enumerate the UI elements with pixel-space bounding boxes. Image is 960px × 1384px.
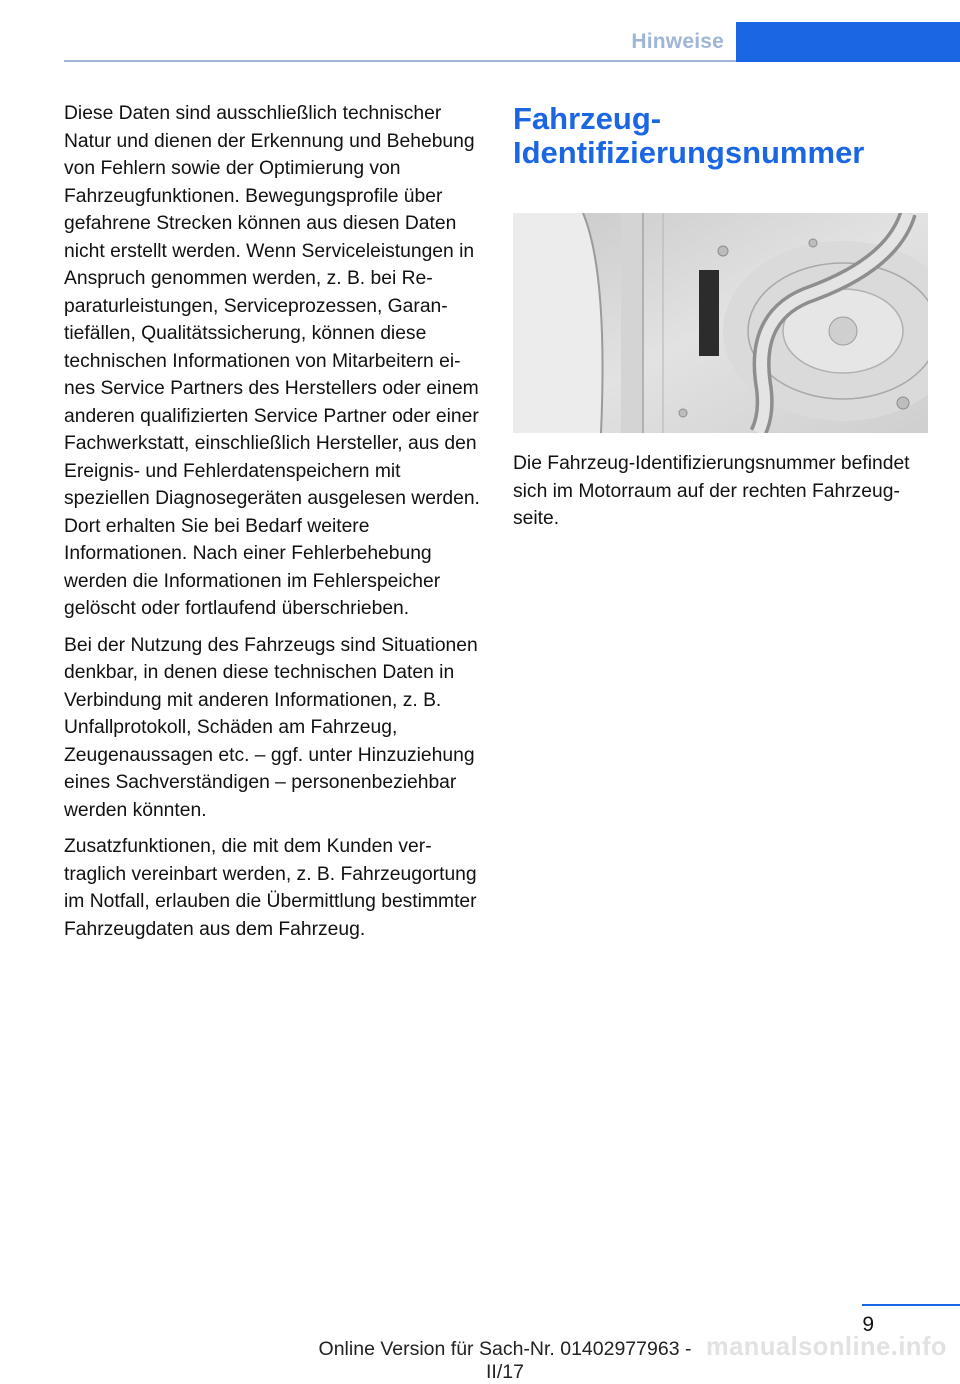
footer-online-version: Online Version für Sach-Nr. 01402977963 - II/17 <box>318 1338 692 1383</box>
header-rule <box>64 60 736 62</box>
section-title: Fahrzeug-Identifizierungsnummer <box>513 101 865 170</box>
header-section-title: Hinweise <box>631 30 724 53</box>
left-column <box>64 100 480 952</box>
page-number: 9 <box>862 1313 874 1336</box>
paragraph-personal-reference: Bei der Nutzung des Fahrzeugs sind Situationen denkbar, in denen diese technischen Daten in Verbindung mit anderen Informationen, z. B. Unfallprotokoll, Schäden am Fahrzeug, Zeugenaussagen etc. – ggf. unter Hinzuziehung eines Sachverständigen – personenbeziehbar werden könnten. <box>64 634 478 821</box>
footer-rule <box>862 1304 960 1306</box>
header-accent-block <box>736 22 960 62</box>
right-column <box>513 102 933 533</box>
paragraph-data-usage: Diese Daten sind ausschließlich technischer Natur und dienen der Erkennung und Behebung von Fehlern sowie der Optimierung von Fahrzeugfunktionen. Bewegungsprofile über gefahrene Strecken können aus diesen Daten nicht erstellt werden. Wenn Serviceleistungen in Anspruch genommen werden, z. B. bei Reparaturleistungen, Serviceprozessen, Garantiefällen, Qualitätssicherung, können diese technischen Informationen von Mitarbeitern eines Service Partners des Herstellers oder einem anderen qualifizierten Service Partner oder einer Fachwerkstatt, einschließlich Hersteller, aus den Ereignis- und Fehlerdatenspeichern mit speziellen Diagnosegeräten ausgelesen werden. Dort erhalten Sie bei Bedarf weitere Informationen. Nach einer Fehlerbehebung werden die Informationen im Fehlerspeicher gelöscht oder fortlaufend überschrieben. <box>64 103 480 619</box>
figure-caption: Die Fahrzeug-Identifizierungsnummer befindet sich im Motorraum auf der rechten Fahrzeugseite. <box>513 453 910 529</box>
watermark: manualsonline.info <box>706 1331 948 1361</box>
vin-location-illustration <box>513 213 928 433</box>
paragraph-additional-functions: Zusatzfunktionen, die mit dem Kunden vertraglich vereinbart werden, z. B. Fahrzeugortung im Notfall, erlauben die Übermittlung bestimmter Fahrzeugdaten aus dem Fahrzeug. <box>64 836 477 940</box>
